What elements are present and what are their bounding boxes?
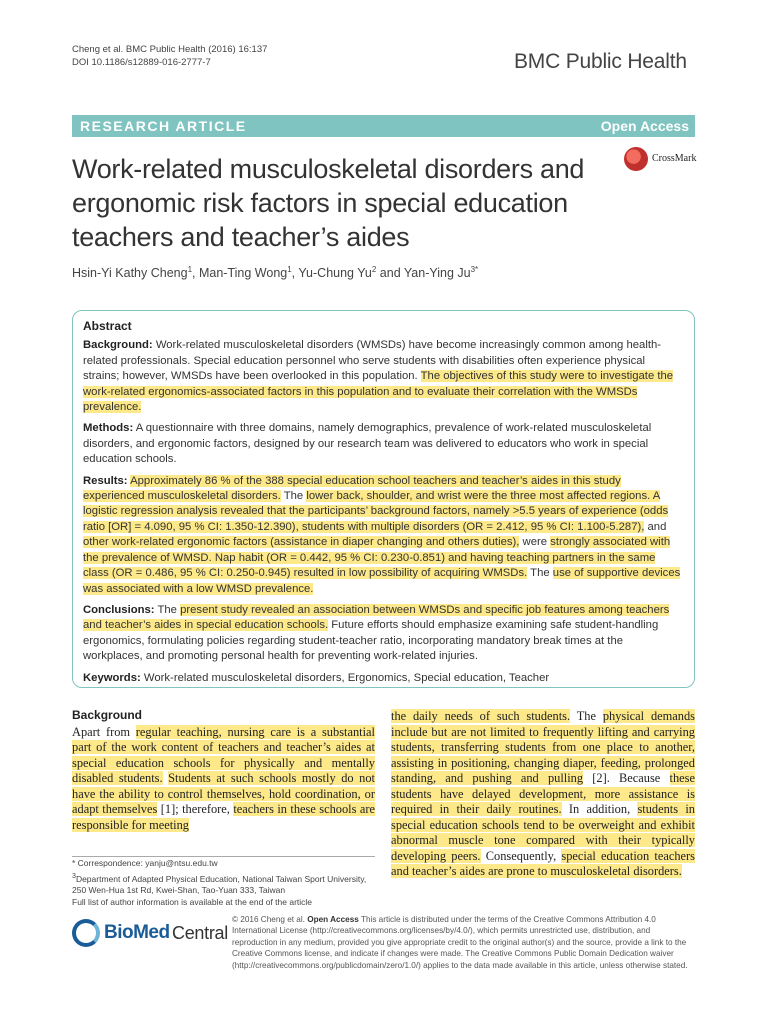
highlighted-text: strongly associated with the prevalence of WMSD. Nap habit (OR = 0.442, 95 % CI: 0.230-0.851) and having teaching partners in the same class (OR = 0.486, 95 % CI: 0.250-0.945) resulted in low possibility of acquiring WMSDs.: [83, 536, 671, 580]
highlighted-text: these students have delayed development, more assistance is required in their daily routines.: [391, 771, 695, 816]
highlighted-text: Approximately 86 % of the 388 special education school teachers and teacher’s aides in this study experienced musculoskeletal disorders.: [83, 474, 621, 503]
article-title: Work-related musculoskeletal disorders and ergonomic risk factors in special education teachers and teacher’s aides: [72, 154, 585, 252]
biomed-central-ring-icon: [72, 919, 100, 947]
section-label: Conclusions:: [83, 603, 155, 616]
text: The: [280, 490, 307, 503]
abstract-heading: Abstract: [83, 319, 132, 333]
section-label: Methods:: [83, 422, 134, 435]
citation-line: Cheng et al. BMC Public Health (2016) 16:137: [72, 44, 268, 55]
body-column-right: [391, 709, 695, 880]
section-label: Results:: [83, 474, 128, 487]
author-name: Yan-Ying Ju: [403, 266, 471, 281]
crossmark-label: CrossMark: [652, 153, 697, 164]
text: Apart from: [72, 724, 136, 739]
author-sep: ,: [192, 266, 199, 281]
abstract-background: [83, 338, 684, 415]
highlighted-text: students in special education schools tend to be overweight and exhibit abnormal muscle tone compared with their typically developing peers.: [391, 802, 695, 863]
highlighted-text: teachers in these schools are responsible for meeting: [72, 802, 375, 832]
author-affil: 3*: [470, 265, 479, 274]
highlighted-text: lower back, shoulder, and wrist were the three most affected regions. A logistic regression analysis revealed that the participants’ background factors, namely >5.5 years of experience (odds ratio [OR] = 4.090, 95 % CI: 1.350-12.390), students with multiple disorders (OR = 2.412, 95 % CI: 1.100-5.287),: [83, 490, 669, 533]
highlighted-text: special education teachers and teacher’s aides are prone to musculoskeletal disorders.: [391, 848, 695, 878]
footnotes: [72, 858, 375, 910]
abstract-methods: [83, 421, 684, 467]
highlighted-text: other work-related ergonomic factors (assistance in diaper changing and others duties),: [83, 536, 520, 549]
affiliation: [72, 871, 375, 897]
footnote-divider: [72, 856, 375, 857]
biomed-central-logo: [72, 916, 228, 950]
logo-word-biomed: BioMed: [104, 922, 170, 943]
author-affil: 1: [287, 265, 292, 274]
text: Work-related musculoskeletal disorders, Ergonomics, Special education, Teacher: [143, 671, 550, 684]
section-label: Keywords:: [83, 671, 141, 684]
doi-line[interactable]: DOI 10.1186/s12889-016-2777-7: [72, 57, 211, 68]
text: The: [527, 567, 553, 580]
section-heading: Background: [72, 708, 143, 722]
highlighted-text: use of supportive devices was associated with a low WMSD prevalence.: [83, 567, 681, 595]
abstract-conclusions: [83, 603, 684, 665]
author-sep: ,: [291, 266, 299, 281]
text: Future efforts should emphasize examining safe student-handling ergonomics, formulating policies regarding student-teacher ratio, incorporating mandatory break times at the workplaces, and promoting personal health for preventing work-related injuries.: [83, 619, 659, 663]
license-text: This article is distributed under the terms of the Creative Commons Attribution 4.0 International License (http://creativecommons.org/licenses/by/4.0/), which permits unrestricted use, distribution, and reproduction in any medium, provided you give appropriate credit to the original author(s) and the source, provide a link to the Creative Commons license, and indicate if changes were made. The Creative Commons Public Domain Dedication waiver (http://creativecommons.org/publicdomain/zero/1.0/) applies to the data made available in this article, unless otherwise stated.: [232, 915, 688, 970]
text: were: [519, 536, 551, 549]
body-column-left: [72, 708, 375, 833]
highlighted-text: physical demands include but are not limited to frequently lifting and carrying students, transferring students from one place to another, assisting in positioning, changing diaper, feeding, prolonged standing, and pushing and pulling: [391, 709, 696, 785]
text: [1]; therefore,: [157, 802, 234, 816]
affil-sup: 3: [72, 871, 76, 880]
abstract-results: [83, 474, 684, 597]
highlighted-text: The objectives of this study were to investigate the work-related ergonomics-associated factors in this population and to evaluate their correlation with the WMSDs prevalence.: [83, 370, 674, 414]
text: and: [644, 520, 667, 533]
text: Consequently,: [480, 848, 562, 863]
author-sep: and: [376, 266, 404, 281]
article-type-banner: [72, 115, 695, 137]
author-affil: 1: [187, 265, 193, 274]
author-name: Yu-Chung Yu: [298, 266, 372, 281]
citation-block: [72, 43, 267, 69]
text: A questionnaire with three domains, namely demographics, prevalence of work-related musculoskeletal disorders, and ergonomic factors, designed by our research team was delivered to educators who work in special education schools.: [83, 422, 652, 466]
article-type-label: RESEARCH ARTICLE: [80, 118, 247, 134]
open-access-label: Open Access: [600, 118, 689, 134]
text: The: [154, 603, 181, 616]
copyright: © 2016 Cheng et al.: [232, 915, 308, 924]
license-statement: [232, 914, 695, 971]
correspondence: * Correspondence: yanju@ntsu.edu.tw: [72, 858, 218, 868]
text: [2]. Because: [583, 771, 670, 785]
author-affil: 2: [371, 265, 377, 274]
highlighted-text: the daily needs of such students.: [391, 709, 571, 723]
highlighted-text: present study revealed an association between WMSDs and specific job features among teachers and teacher’s aides in special education schools.: [83, 603, 670, 632]
author-name: Man-Ting Wong: [198, 266, 288, 281]
text: In addition,: [561, 802, 638, 816]
abstract-box: [72, 310, 695, 688]
text: Work-related musculoskeletal disorders (WMSDs) have become increasingly common among health-related professionals. Special education personnel who serve students with disabilities often experience physical strains; however, WMSDs have been overlooked in this population.: [83, 339, 662, 383]
logo-word-central: Central: [172, 923, 228, 943]
journal-name: BMC Public Health: [514, 50, 687, 73]
highlighted-text: regular teaching, nursing care is a substantial part of the work content of teachers and teacher’s aides at special education schools for physically and mentally disabled students.: [72, 724, 375, 785]
author-list: [72, 265, 478, 280]
author-info-note: Full list of author information is available at the end of the article: [72, 897, 313, 908]
crossmark-badge[interactable]: [624, 147, 704, 171]
affiliation-text: Department of Adapted Physical Education, National Taiwan Sport University, 250 Wen-Hua 1st Rd, Kwei-Shan, Tao-Yuan 333, Taiwan: [72, 873, 367, 895]
text: The: [570, 709, 603, 723]
abstract-keywords: [83, 671, 684, 686]
crossmark-icon: [624, 147, 648, 171]
author-name: Hsin-Yi Kathy Cheng: [72, 266, 188, 281]
section-label: Background:: [83, 339, 153, 352]
open-access-bold: Open Access: [307, 915, 359, 924]
highlighted-text: Students at such schools mostly do not have the ability to control themselves, hold coordination, or adapt themselves: [72, 771, 375, 816]
